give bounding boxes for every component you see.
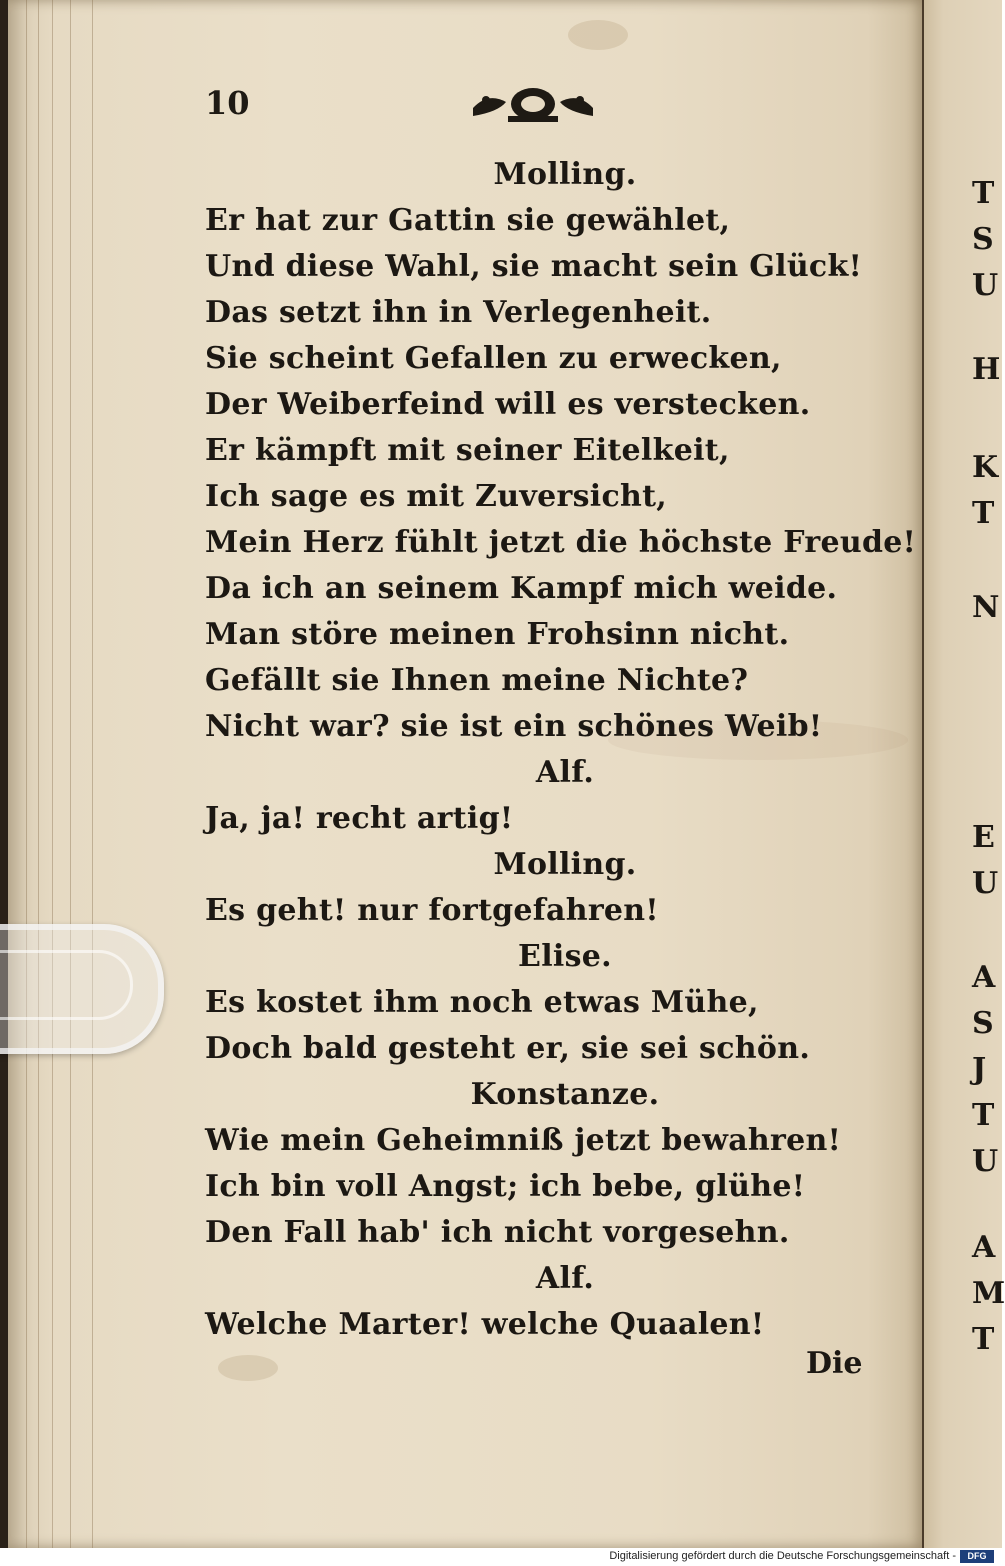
verse-line: Es geht! nur fortgefahren!	[205, 893, 659, 928]
speaker-name: Alf.	[535, 1261, 595, 1296]
verse-line: Ja, ja! recht artig!	[205, 801, 514, 836]
facing-page-letter: K	[972, 450, 999, 485]
footer-credit: Digitalisierung gefördert durch die Deutsche Forschungsgemeinschaft -	[609, 1550, 956, 1562]
speaker-name: Elise.	[518, 939, 612, 974]
facing-page-letter: J	[972, 1052, 987, 1087]
page-clip-inner	[0, 950, 133, 1020]
verse-line: Er kämpft mit seiner Eitelkeit,	[205, 433, 730, 468]
page-number: 10	[205, 84, 250, 122]
facing-page-letter: M	[972, 1276, 1005, 1311]
facing-page-letter: T	[972, 176, 995, 211]
facing-page-letter: S	[972, 1006, 994, 1041]
verse-line: Und diese Wahl, sie macht sein Glück!	[205, 249, 863, 284]
facing-page-letter: N	[972, 590, 1000, 625]
catchword: Die	[806, 1346, 863, 1381]
facing-page-letter: A	[972, 1230, 996, 1265]
speaker-name: Alf.	[535, 755, 595, 790]
speaker-name: Molling.	[493, 847, 637, 882]
verse-line: Ich sage es mit Zuversicht,	[205, 479, 668, 514]
facing-page-letter: H	[972, 352, 1001, 387]
facing-page-letter: U	[972, 268, 999, 303]
ornament-icon	[468, 78, 598, 128]
speaker-name: Konstanze.	[470, 1077, 660, 1112]
facing-page-letter: T	[972, 1322, 995, 1357]
verse-line: Da ich an seinem Kampf mich weide.	[205, 571, 838, 606]
verse-line: Man störe meinen Frohsinn nicht.	[205, 617, 790, 652]
verse-line: Ich bin voll Angst; ich bebe, glühe!	[205, 1169, 806, 1204]
verse-line: Doch bald gesteht er, sie sei schön.	[205, 1031, 811, 1066]
verse-line: Mein Herz fühlt jetzt die höchste Freude!	[205, 525, 917, 560]
verse-text	[205, 152, 917, 1348]
verse-line: Wie mein Geheimniß jetzt bewahren!	[205, 1123, 842, 1158]
facing-page-letter: E	[972, 820, 995, 855]
facing-page-letter: A	[972, 960, 996, 995]
verse-line: Der Weiberfeind will es verstecken.	[205, 387, 811, 422]
verse-line: Gefällt sie Ihnen meine Nichte?	[205, 663, 749, 698]
verse-line: Es kostet ihm noch etwas Mühe,	[205, 985, 759, 1020]
facing-page-letter: U	[972, 866, 999, 901]
verse-line: Er hat zur Gattin sie gewählet,	[205, 203, 731, 238]
facing-page-letter: T	[972, 1098, 995, 1133]
verse-line: Das setzt ihn in Verlegenheit.	[205, 295, 712, 330]
facing-page-letter: S	[972, 222, 994, 257]
verse-line: Sie scheint Gefallen zu erwecken,	[205, 341, 782, 376]
verse-line: Den Fall hab' ich nicht vorgesehn.	[205, 1215, 790, 1250]
dfg-logo: DFG	[960, 1550, 994, 1563]
verse-line: Welche Marter! welche Quaalen!	[205, 1307, 765, 1342]
verse-line: Nicht war? sie ist ein schönes Weib!	[205, 709, 823, 744]
facing-page-letter: U	[972, 1144, 999, 1179]
facing-page-letter: T	[972, 496, 995, 531]
speaker-name: Molling.	[493, 157, 637, 192]
